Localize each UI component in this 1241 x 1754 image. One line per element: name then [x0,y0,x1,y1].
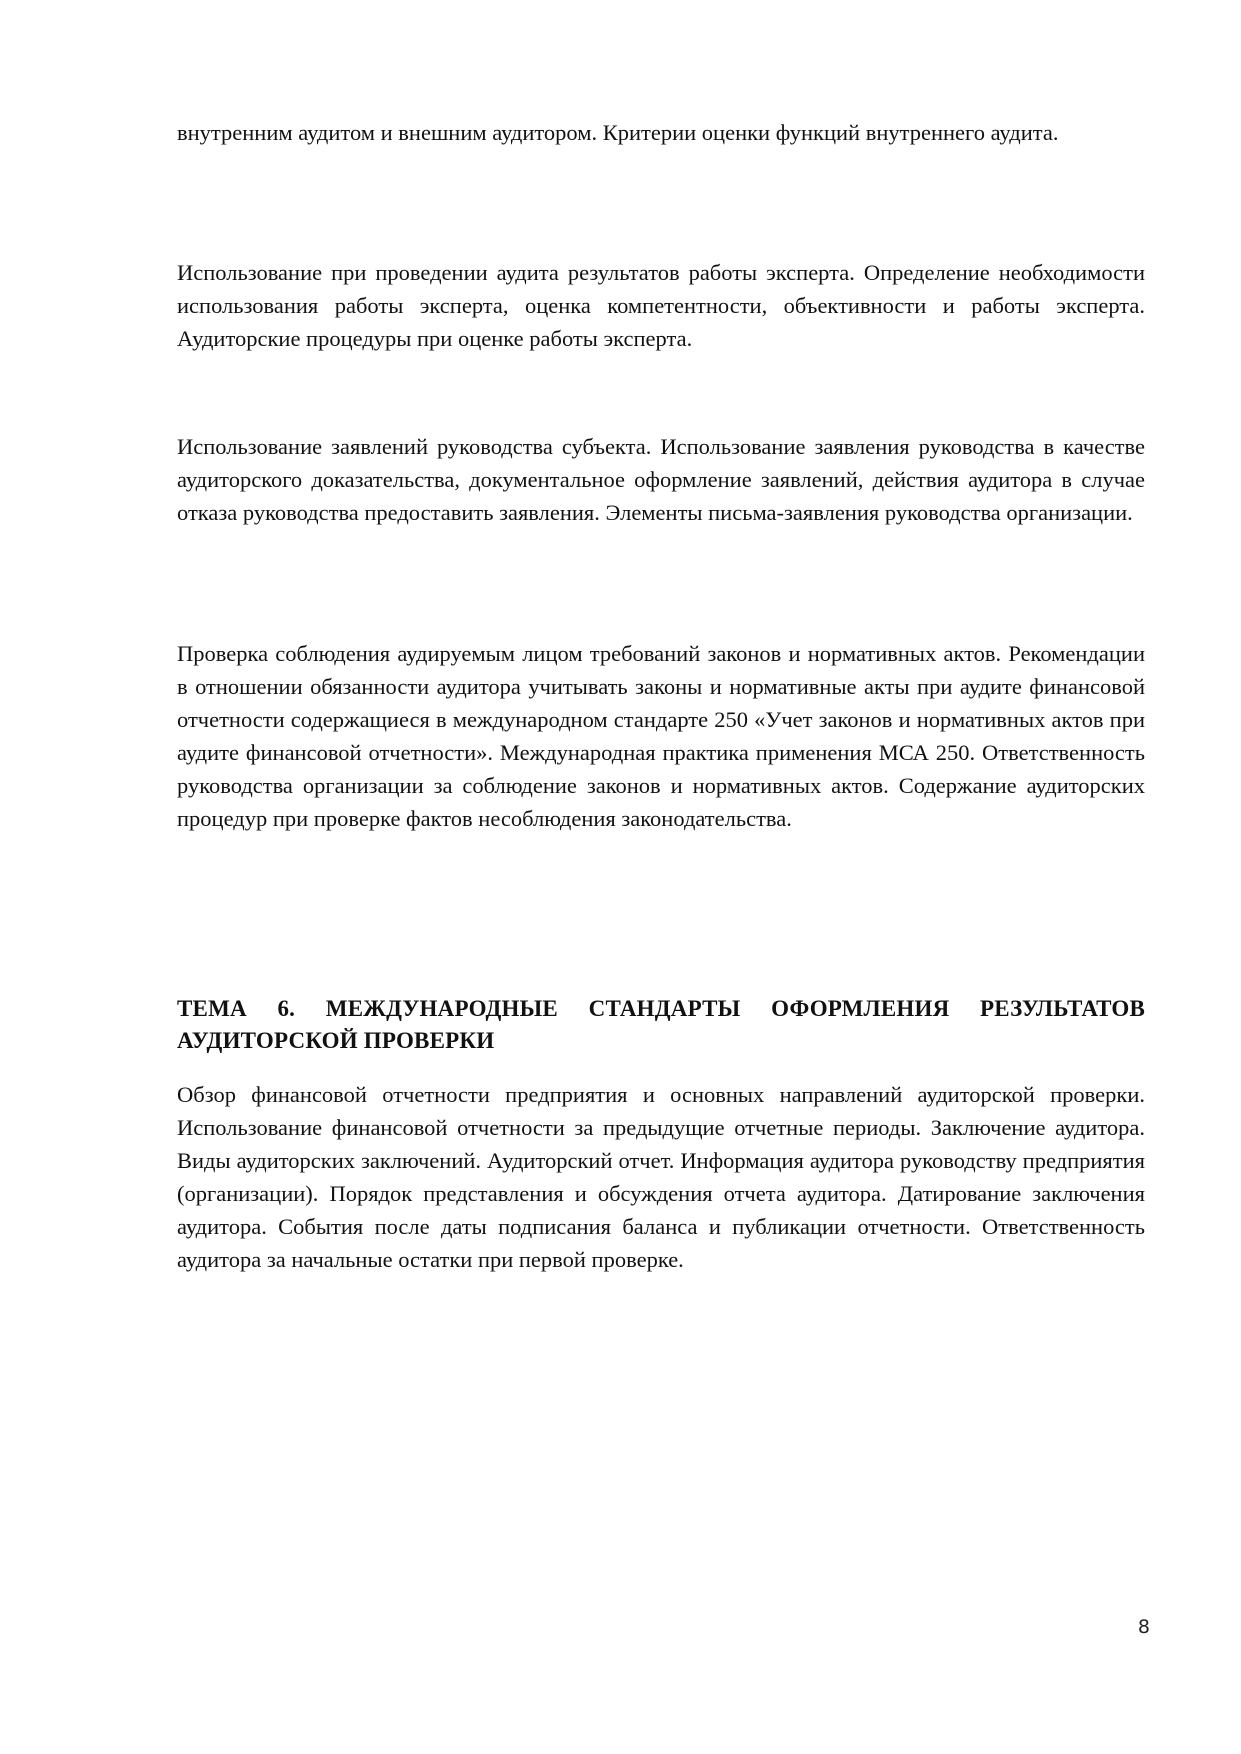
paragraph-expert-work: Использование при проведении аудита результатов работы эксперта. Определение необходимости использования работы эксперта, оценка компетентности, объективности и работы эксперта. Аудиторские процедуры при оценке работы эксперта. [177,260,1145,351]
page-number: 8 [1137,1616,1150,1638]
section-heading: ТЕМА 6. МЕЖДУНАРОДНЫЕ СТАНДАРТЫ ОФОРМЛЕНИЯ РЕЗУЛЬТАТОВ АУДИТОРСКОЙ ПРОВЕРКИ [177,996,1145,1053]
paragraph-laws-compliance: Проверка соблюдения аудируемым лицом требований законов и нормативных актов. Рекомендации в отношении обязанности аудитора учитывать законы и нормативные акты при аудите финансовой отчетности содержащиеся в международном стандарте 250 «Учет законов и нормативных актов при аудите финансовой отчетности». Международная практика применения МСА 250. Ответственность руководства организации за соблюдение законов и нормативных актов. Содержание аудиторских процедур при проверке фактов несоблюдения законодательства. [177,641,1145,831]
paragraph-management-representations: Использование заявлений руководства субъекта. Использование заявления руководства в качестве аудиторского доказательства, документальное оформление заявлений, действия аудитора в случае отказа руководства предоставить заявления. Элементы письма-заявления руководства организации. [177,434,1145,525]
paragraph-internal-audit-criteria: внутренним аудитом и внешним аудитором. Критерии оценки функций внутреннего аудита. [177,120,1059,145]
paragraph-financial-statements-review: Обзор финансовой отчетности предприятия и основных направлений аудиторской проверки. Использование финансовой отчетности за предыдущие отчетные периоды. Заключение аудитора. Виды аудиторских заключений. Аудиторский отчет. Информация аудитора руководству предприятия (организации). Порядок представления и обсуждения отчета аудитора. Датирование заключения аудитора. События после даты подписания баланса и публикации отчетности. Ответственность аудитора за начальные остатки при первой проверке. [177,1082,1145,1272]
